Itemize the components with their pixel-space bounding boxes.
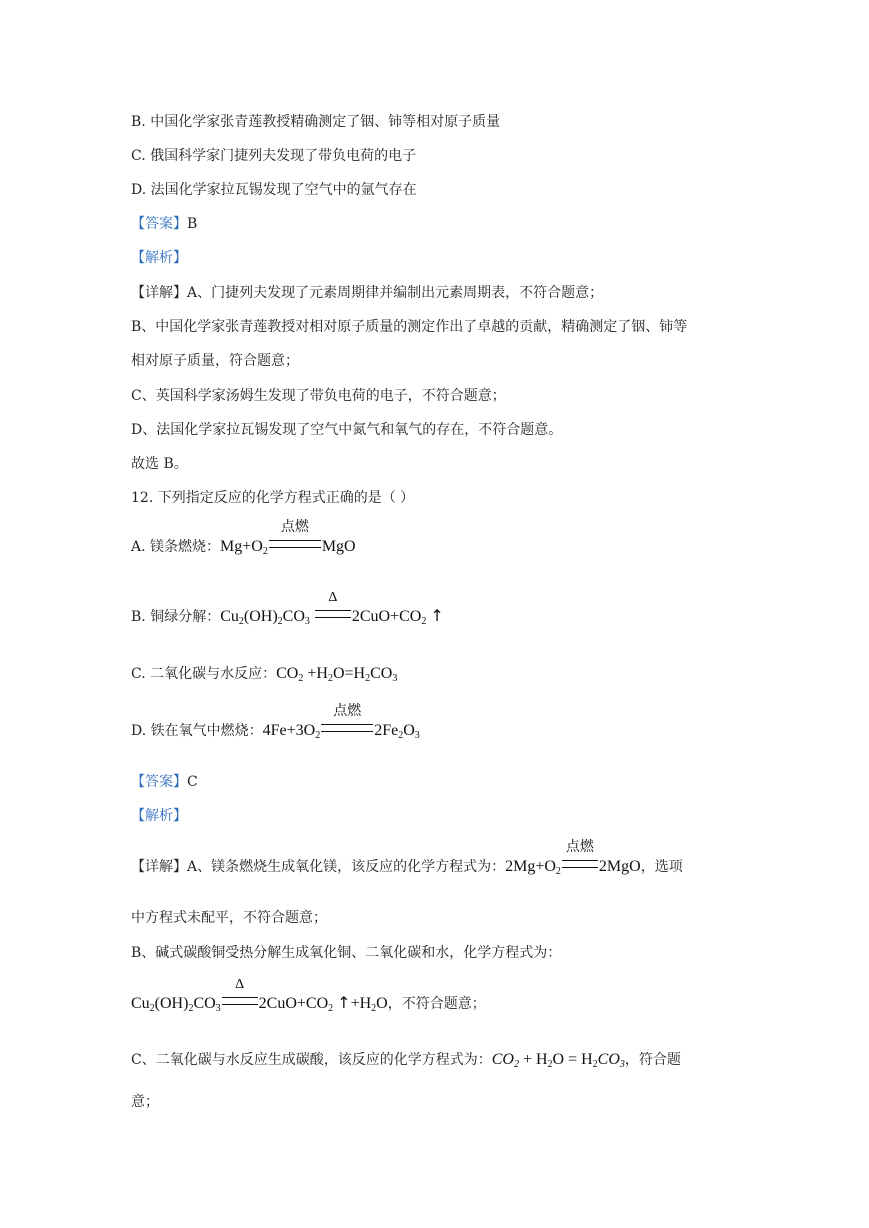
q12-option-b xyxy=(131,590,444,627)
equation: + $H_2O = H_2$ xyxy=(518,1051,598,1070)
detail-text: A、门捷列夫发现了元素周期律并编制出元素周期表，不符合题意； xyxy=(187,285,604,301)
answer-tag: 【答案】 xyxy=(131,774,187,790)
detail-2-a xyxy=(131,840,683,877)
q12-option-c xyxy=(131,665,397,683)
equation: $Mg+O_2$ 点燃 MgO xyxy=(220,520,356,557)
detail-2-a2: 中方程式未配平，不符合题意； xyxy=(131,910,327,926)
condition-text: Δ xyxy=(328,590,338,605)
option-c: C. 俄国科学家门捷列夫发现了带负电荷的电子 xyxy=(131,148,417,164)
equation: $2Mg+O_2$ 点燃 2MgO xyxy=(505,840,641,877)
detail-1-c: C、英国科学家汤姆生发现了带负电荷的电子，不符合题意； xyxy=(131,388,506,404)
equation: $CO_2$ xyxy=(491,1051,519,1070)
condition-text: 点燃 xyxy=(333,704,362,719)
condition-text: 点燃 xyxy=(565,840,594,855)
option-label: C. 二氧化碳与水反应： xyxy=(131,666,277,682)
analysis-1 xyxy=(131,249,187,267)
equation: $Cu_2(OH)_2CO_3$ Δ $2CuO+CO_2$ $↑+H_2O$ xyxy=(131,977,388,1014)
answer-2 xyxy=(131,773,198,791)
detail-1-b2: 相对原子质量，符合题意； xyxy=(131,353,299,369)
answer-1 xyxy=(131,215,197,233)
answer-value: B xyxy=(187,216,198,232)
reaction-condition xyxy=(321,704,373,740)
equation: $Cu_2(OH)_2CO_3$ Δ $2CuO+CO_2$ ↑ xyxy=(220,590,444,627)
option-label: D. 铁在氧气中燃烧： xyxy=(131,723,263,739)
condition-text: Δ xyxy=(235,977,245,992)
answer-value: C xyxy=(187,774,198,790)
reaction-condition xyxy=(315,590,351,626)
option-d: D. 法国化学家拉瓦锡发现了空气中的氩气存在 xyxy=(131,182,417,198)
option-label: B. 铜绿分解： xyxy=(131,609,221,625)
equation: $4Fe+3O_2$ 点燃 $2Fe_2O_3$ xyxy=(262,704,420,741)
reaction-condition xyxy=(562,840,598,876)
detail-2-b: B、碱式碳酸铜受热分解生成氧化铜、二氧化碳和水，化学方程式为： xyxy=(131,945,562,961)
q12-option-a xyxy=(131,520,356,557)
equation: $CO_3$ xyxy=(597,1051,625,1070)
equation: $CO_2 +H_2O=H_2CO_3$ xyxy=(276,665,398,684)
gas-arrow-icon: ↑ xyxy=(337,993,351,1012)
detail-tail: ，选项 xyxy=(640,859,683,875)
reaction-condition xyxy=(269,520,321,556)
q12-option-d xyxy=(131,704,420,741)
analysis-2 xyxy=(131,807,187,825)
analysis-tag: 【解析】 xyxy=(131,250,187,266)
option-label: A. 镁条燃烧： xyxy=(131,539,221,555)
gas-arrow-icon: ↑ xyxy=(430,606,444,625)
detail-text: C、二氧化碳与水反应生成碳酸，该反应的化学方程式为： xyxy=(131,1052,492,1068)
analysis-tag: 【解析】 xyxy=(131,808,187,824)
detail-1-b1: B、中国化学家张青莲教授对相对原子质量的测定作出了卓越的贡献，精确测定了铟、铈等 xyxy=(131,319,688,335)
reaction-condition xyxy=(222,977,258,1013)
option-b: B. 中国化学家张青莲教授精确测定了铟、铈等相对原子质量 xyxy=(131,114,501,130)
detail-2-b-equation xyxy=(131,977,486,1014)
question-12: 12. 下列指定反应的化学方程式正确的是（ ） xyxy=(131,490,415,506)
detail-tag: 【详解】 xyxy=(131,859,187,875)
answer-tag: 【答案】 xyxy=(131,216,187,232)
detail-2-c xyxy=(131,1051,681,1069)
detail-1-a xyxy=(131,284,603,302)
detail-2-c2: 意； xyxy=(131,1094,159,1110)
detail-tail: ，符合题 xyxy=(624,1052,681,1068)
conclusion-1: 故选 B。 xyxy=(131,456,188,472)
detail-tag: 【详解】 xyxy=(131,285,187,301)
condition-text: 点燃 xyxy=(280,520,309,535)
detail-text: A、镁条燃烧生成氧化镁，该反应的化学方程式为： xyxy=(187,859,506,875)
detail-tail: ，不符合题意； xyxy=(387,996,486,1012)
detail-1-d: D、法国化学家拉瓦锡发现了空气中氮气和氧气的存在，不符合题意。 xyxy=(131,422,563,438)
